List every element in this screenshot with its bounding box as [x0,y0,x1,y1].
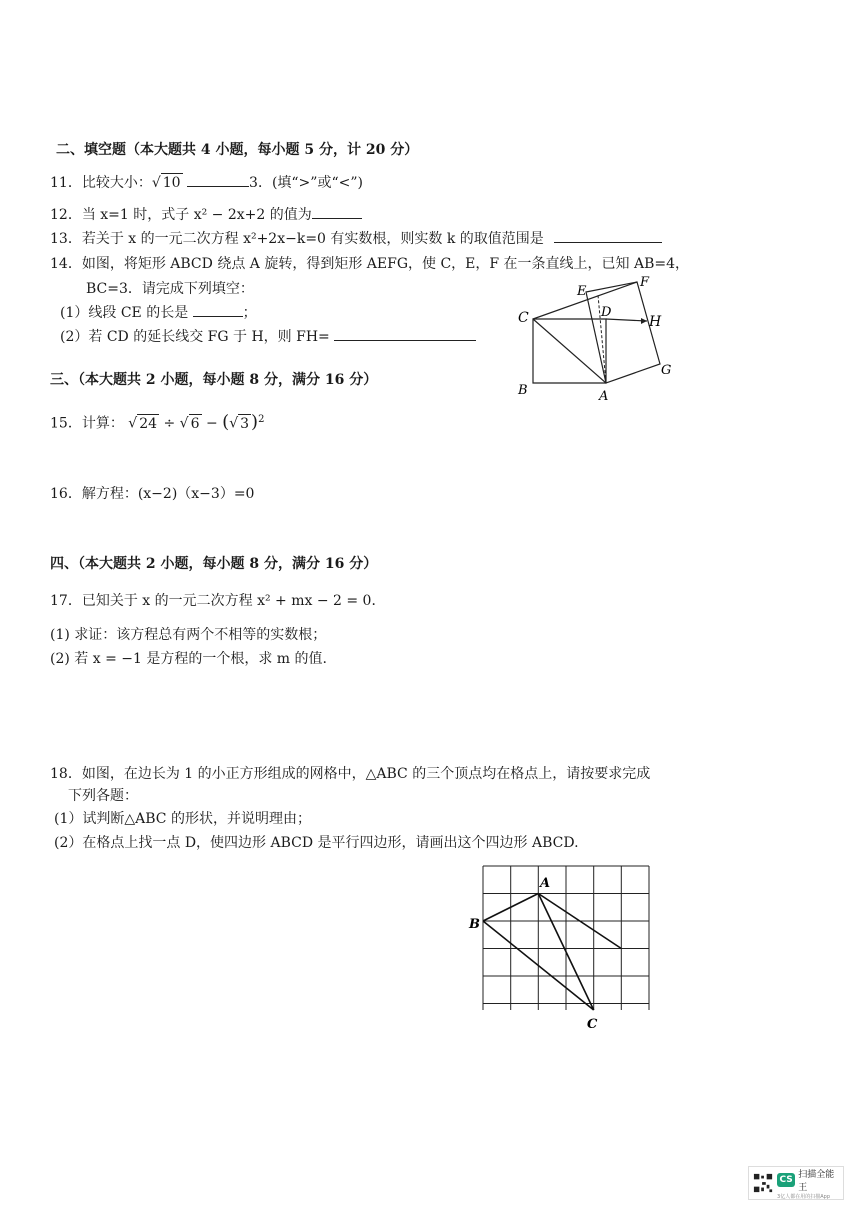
question-number: 17． [50,593,82,609]
question-14-part2 [60,328,476,346]
figure-18-grid [465,860,665,1035]
minus-sign: − [205,415,218,432]
question-17-part1: (1) 求证：该方程总有两个不相等的实数根； [50,627,327,643]
question-13 [50,230,662,248]
question-number: 11． [50,175,82,191]
label-a: A [540,876,551,891]
scanner-name: 扫描全能王 [798,1169,835,1193]
label-a: A [599,389,609,404]
arrow-h [641,318,647,324]
radicand-3: 3 [240,415,250,432]
section-heading-2: 二、填空题（本大题共 4 小题，每小题 5 分，计 20 分） [56,142,419,158]
rectangle-aefg [586,282,660,383]
question-text: 已知关于 x 的一元二次方程 x² + mx − 2 = 0． [81,593,386,609]
question-12 [50,206,362,224]
question-11 [50,173,363,192]
question-14-line2: BC=3．请完成下列填空： [86,281,254,297]
label-f: F [640,275,650,290]
label-c: C [587,1017,598,1032]
scanner-watermark [748,1166,844,1200]
question-text: 当 x=1 时，式子 x² − 2x+2 的值为 [81,207,312,223]
scanner-tagline: 3亿人都在用的扫描App [777,1193,830,1200]
label-c: C [518,310,529,326]
question-number: 12． [50,207,82,223]
div-sign: ÷ [163,415,176,432]
sqrt-expression: √ 10 [151,175,181,191]
question-number: 14． [50,256,82,272]
segment-ca [533,319,606,383]
question-number: 15． [50,415,82,432]
answer-blank-14-1[interactable] [193,304,243,317]
answer-blank-14-2[interactable] [334,328,476,341]
question-text: 若关于 x 的一元二次方程 x²+2x−k=0 有实数根，则实数 k 的取值范围是 [81,231,544,247]
question-text: 比较大小： [81,175,152,191]
answer-blank-13[interactable] [554,230,662,243]
triangle-abc [483,894,621,1011]
radicand-6: 6 [190,415,200,432]
part-text: (2）若 CD 的延长线交 FG 于 H，则 FH= [60,329,330,345]
part-text: (1）线段 CE 的长是 [60,305,189,321]
label-b: B [518,383,528,398]
question-text: 解方程：(x−2)（x−3）=0 [81,486,255,502]
qr-code-icon [753,1172,773,1194]
question-number: 16． [50,486,82,502]
question-15: 15．计算： √ 24 ÷ √ 6 − (√ 3 )$^2$ [50,411,265,433]
question-number: 18． [50,766,82,782]
question-16 [50,485,254,503]
question-17-part2: (2) 若 x = −1 是方程的一个根，求 m 的值. [50,651,327,667]
segment-dh [606,319,647,321]
label-h: H [649,314,662,330]
section-heading-3: 三、（本大题共 2 小题，每小题 8 分，满分 16 分） [50,372,378,388]
question-18-line1 [50,765,650,783]
radicand-24: 24 [139,415,158,432]
exponent: 2 [258,414,265,425]
label-e: E [577,284,587,299]
label-g: G [661,363,672,378]
answer-blank-11[interactable] [187,174,249,187]
part-end: ； [242,305,257,321]
label-d: D [601,305,612,320]
question-18-part2: (2）在格点上找一点 D，使四边形 ABCD 是平行四边形，请画出这个四边形 ABCD. [54,835,579,851]
figure-14-rectangles [510,270,680,405]
question-text: 如图，在边长为 1 的小正方形组成的网格中，△ABC 的三个顶点均在格点上，请按要求完成 [81,766,651,782]
question-17 [50,592,385,610]
question-text: 如图，将矩形 ABCD 绕点 A 旋转，得到矩形 AEFG，使 C，E，F 在一条直线上，已知 AB=4， [81,256,690,272]
question-18-part1: (1）试判断△ABC 的形状，并说明理由； [54,811,311,827]
radicand: 10 [162,175,181,191]
question-text-b: 3．(填“>”或“<”) [249,175,363,191]
question-18-line2: 下列各题： [68,788,138,804]
section-heading-4: 四、（本大题共 2 小题，每小题 8 分，满分 16 分） [50,556,378,572]
answer-blank-12[interactable] [312,206,362,219]
label-b: B [469,917,480,932]
question-text: 计算： [81,415,124,432]
scanner-logo: CS [777,1173,795,1187]
question-14-part1 [60,304,257,322]
question-number: 13． [50,231,82,247]
